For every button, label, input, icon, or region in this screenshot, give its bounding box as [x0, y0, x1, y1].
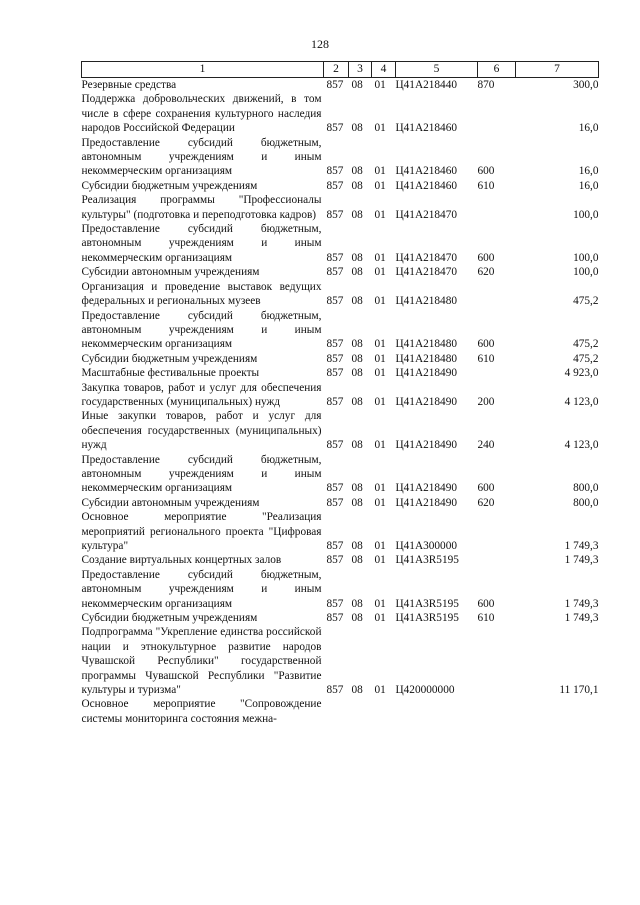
- row-target-article-cell: Ц41А218460: [395, 179, 458, 192]
- row-amount-cell: 1 749,3: [564, 554, 599, 567]
- table-row: [82, 193, 599, 222]
- table-row: [82, 136, 599, 179]
- row-name-cell: Масштабные фестивальные проекты: [81, 367, 260, 380]
- row-amount-cell: 1 749,3: [564, 612, 599, 625]
- row-section-cell: 08: [351, 79, 363, 91]
- row-gp-cell: 857: [326, 684, 344, 697]
- row-gp-cell: 857: [326, 122, 344, 135]
- row-name-cell: Основное мероприятие "Сопровождение системы мониторинга состояния межна-: [81, 698, 322, 725]
- row-gp-cell: 857: [326, 367, 344, 380]
- row-expense-type-cell: [478, 553, 516, 567]
- column-header: 3: [349, 62, 372, 78]
- row-section-cell: 08: [351, 122, 363, 135]
- row-amount-cell: 4 923,0: [564, 367, 599, 380]
- row-expense-type-cell: 600: [477, 251, 495, 264]
- row-expense-type-cell: 620: [477, 266, 495, 279]
- row-gp-cell: 857: [326, 266, 344, 279]
- table-row: [82, 611, 599, 625]
- row-name-cell: Организация и проведение выставок ведущих федеральных и региональных музеев: [81, 280, 322, 308]
- row-amount-cell: 475,2: [573, 338, 599, 351]
- row-section-cell: 08: [351, 266, 363, 279]
- table-row: [82, 568, 599, 611]
- row-target-article-cell: Ц41А3R5195: [395, 554, 459, 567]
- row-section-cell: 08: [351, 165, 363, 178]
- row-gp-cell: 857: [326, 251, 344, 264]
- row-gp-cell: 857: [326, 395, 344, 408]
- row-expense-type-cell: [478, 193, 516, 222]
- row-section-cell: 08: [351, 295, 363, 308]
- row-expense-type-cell: 600: [477, 165, 495, 178]
- table-row: [82, 78, 599, 93]
- row-name-cell: Субсидии автономным учреждениям: [81, 266, 260, 279]
- column-header: 1: [82, 62, 324, 78]
- row-amount-cell: 475,2: [573, 295, 599, 308]
- row-expense-type-cell: 610: [477, 179, 495, 192]
- row-expense-type-cell: [478, 366, 516, 380]
- row-subsection-cell: 01: [374, 439, 386, 452]
- row-target-article-cell: Ц41А218440: [395, 79, 458, 91]
- row-subsection-cell: 01: [374, 338, 386, 351]
- table-row: [82, 280, 599, 309]
- row-expense-type-cell: [478, 92, 516, 135]
- row-expense-type-cell: 600: [477, 597, 495, 610]
- row-section-cell: 08: [351, 179, 363, 192]
- row-target-article-cell: Ц41А218460: [395, 165, 458, 178]
- row-subsection-cell: 01: [374, 395, 386, 408]
- column-header: 2: [324, 62, 349, 78]
- row-name-cell: Закупка товаров, работ и услуг для обеспечения государственных (муниципальных) нужд: [81, 381, 322, 408]
- row-target-article-cell: Ц41А218490: [395, 367, 458, 380]
- row-subsection-cell: 01: [374, 612, 386, 625]
- row-name-cell: Резервные средства: [81, 79, 177, 91]
- row-name-cell: Основное мероприятие "Реализация мероприятий регионального проекта "Цифровая культура": [81, 511, 322, 552]
- row-amount-cell: 100,0: [573, 266, 599, 279]
- row-subsection-cell: 01: [374, 496, 386, 509]
- row-gp-cell: [324, 697, 349, 726]
- row-name-cell: Предоставление субсидий бюджетным, автономным учреждениям и иным некоммерческим организациям: [81, 223, 322, 264]
- row-target-article-cell: Ц41А3R5195: [395, 597, 459, 610]
- row-target-article-cell: Ц41А218470: [395, 266, 458, 279]
- row-section-cell: 08: [351, 251, 363, 264]
- row-expense-type-cell: 600: [477, 482, 495, 495]
- row-amount-cell: 16,0: [578, 122, 599, 135]
- row-section-cell: 08: [351, 395, 363, 408]
- row-subsection-cell: 01: [374, 352, 386, 365]
- row-target-article-cell: Ц41А3R5195: [395, 612, 459, 625]
- table-row: [82, 265, 599, 279]
- row-section-cell: 08: [351, 554, 363, 567]
- row-amount-cell: 16,0: [578, 179, 599, 192]
- row-expense-type-cell: 240: [477, 439, 495, 452]
- row-section-cell: 08: [351, 482, 363, 495]
- row-name-cell: Субсидии автономным учреждениям: [81, 496, 260, 509]
- row-section-cell: 08: [351, 496, 363, 509]
- row-target-article-cell: Ц41А218490: [395, 482, 458, 495]
- row-section-cell: 08: [351, 352, 363, 365]
- row-gp-cell: 857: [326, 79, 344, 91]
- row-name-cell: Субсидии бюджетным учреждениям: [81, 179, 258, 192]
- row-name-cell: Предоставление субсидий бюджетным, автономным учреждениям и иным некоммерческим организациям: [81, 309, 322, 351]
- row-gp-cell: 857: [326, 612, 344, 625]
- row-expense-type-cell: [478, 510, 516, 553]
- row-subsection-cell: 01: [374, 165, 386, 178]
- row-amount-cell: 800,0: [573, 482, 599, 495]
- column-header: 4: [372, 62, 396, 78]
- row-section-cell: 08: [351, 367, 363, 380]
- row-gp-cell: 857: [326, 540, 344, 552]
- table-row: [82, 309, 599, 352]
- row-target-article-cell: Ц41А218470: [395, 208, 458, 221]
- row-gp-cell: 857: [326, 352, 344, 365]
- row-subsection-cell: 01: [374, 482, 386, 495]
- row-gp-cell: 857: [326, 482, 344, 495]
- row-gp-cell: 857: [326, 179, 344, 192]
- row-gp-cell: 857: [326, 496, 344, 509]
- row-expense-type-cell: 610: [477, 612, 495, 625]
- table-row: [82, 366, 599, 380]
- row-expense-type-cell: 610: [477, 352, 495, 365]
- row-amount-cell: 1 749,3: [564, 597, 599, 610]
- table-body: [82, 78, 599, 727]
- row-name-cell: Реализация программы "Профессионалы культуры" (подготовка и переподготовка кадров): [81, 194, 322, 221]
- page-number: 128: [311, 37, 329, 51]
- table-row: [82, 510, 599, 553]
- row-amount-cell: 11 170,1: [559, 684, 599, 697]
- row-subsection-cell: 01: [374, 122, 386, 135]
- table-row: [82, 222, 599, 265]
- row-target-article-cell: Ц41А300000: [395, 540, 458, 552]
- row-amount-cell: 475,2: [573, 352, 599, 365]
- row-gp-cell: 857: [326, 554, 344, 567]
- row-gp-cell: 857: [326, 295, 344, 308]
- table-row: [82, 92, 599, 135]
- row-amount-cell: 4 123,0: [564, 395, 599, 408]
- row-expense-type-cell: [478, 625, 516, 697]
- row-target-article-cell: Ц41А218480: [395, 338, 458, 351]
- row-subsection-cell: 01: [374, 554, 386, 567]
- row-subsection-cell: 01: [374, 540, 386, 552]
- row-target-article-cell: Ц41А218460: [395, 122, 458, 135]
- row-name-cell: Предоставление субсидий бюджетным, автономным учреждениям и иным некоммерческим организациям: [81, 136, 322, 178]
- row-section-cell: [349, 697, 372, 726]
- row-target-article-cell: [396, 697, 478, 726]
- row-amount-cell: 100,0: [573, 251, 599, 264]
- row-section-cell: 08: [351, 684, 363, 697]
- row-name-cell: Субсидии бюджетным учреждениям: [81, 612, 258, 625]
- row-subsection-cell: 01: [374, 251, 386, 264]
- row-expense-type-cell: [478, 697, 516, 726]
- budget-table: [81, 61, 599, 726]
- table-header-row: [82, 62, 599, 78]
- row-target-article-cell: Ц41А218480: [395, 295, 458, 308]
- table-row: [82, 352, 599, 366]
- row-expense-type-cell: 870: [477, 79, 495, 91]
- row-name-cell: Подпрограмма "Укрепление единства российской нации и этнокультурное развитие народов Чувашской Республики" государственной программы Чувашской Республики "Развитие культуры и туризма": [81, 626, 322, 697]
- row-amount-cell: 1 749,3: [564, 540, 599, 552]
- table-row: [82, 409, 599, 452]
- row-section-cell: 08: [351, 439, 363, 452]
- row-subsection-cell: 01: [374, 597, 386, 610]
- row-amount-cell: 4 123,0: [564, 439, 599, 452]
- table-row: [82, 553, 599, 567]
- row-subsection-cell: 01: [374, 295, 386, 308]
- table-row: [82, 453, 599, 496]
- row-subsection-cell: 01: [374, 79, 386, 91]
- row-amount-cell: 16,0: [578, 165, 599, 178]
- row-gp-cell: 857: [326, 338, 344, 351]
- row-expense-type-cell: 200: [477, 395, 495, 408]
- row-name-cell: Предоставление субсидий бюджетным, автономным учреждениям и иным некоммерческим организациям: [81, 568, 322, 610]
- row-section-cell: 08: [351, 597, 363, 610]
- row-gp-cell: 857: [326, 165, 344, 178]
- row-target-article-cell: Ц41А218480: [395, 352, 458, 365]
- row-subsection-cell: 01: [374, 266, 386, 279]
- column-header: 6: [478, 62, 516, 78]
- row-expense-type-cell: [478, 280, 516, 309]
- row-target-article-cell: Ц41А218490: [395, 496, 458, 509]
- table-row: [82, 625, 599, 697]
- row-section-cell: 08: [351, 338, 363, 351]
- row-amount-cell: 800,0: [573, 496, 599, 509]
- row-target-article-cell: Ц41А218490: [395, 395, 458, 408]
- column-header: 5: [396, 62, 478, 78]
- row-gp-cell: 857: [326, 208, 344, 221]
- row-gp-cell: 857: [326, 597, 344, 610]
- row-subsection-cell: [372, 697, 396, 726]
- row-name-cell: Создание виртуальных концертных залов: [81, 554, 282, 567]
- row-expense-type-cell: 600: [477, 338, 495, 351]
- row-subsection-cell: 01: [374, 208, 386, 221]
- row-amount-cell: [516, 697, 599, 726]
- row-expense-type-cell: 620: [477, 496, 495, 509]
- row-target-article-cell: Ц420000000: [395, 684, 455, 697]
- row-target-article-cell: Ц41А218490: [395, 439, 458, 452]
- row-subsection-cell: 01: [374, 684, 386, 697]
- table-row: [82, 697, 599, 726]
- table-row: [82, 496, 599, 510]
- row-subsection-cell: 01: [374, 179, 386, 192]
- row-amount-cell: 100,0: [573, 208, 599, 221]
- row-section-cell: 08: [351, 612, 363, 625]
- row-name-cell: Субсидии бюджетным учреждениям: [81, 352, 258, 365]
- row-subsection-cell: 01: [374, 367, 386, 380]
- table-row: [82, 179, 599, 193]
- table-row: [82, 381, 599, 410]
- row-gp-cell: 857: [326, 439, 344, 452]
- row-target-article-cell: Ц41А218470: [395, 251, 458, 264]
- row-name-cell: Иные закупки товаров, работ и услуг для обеспечения государственных (муниципальных) нужд: [81, 410, 322, 452]
- row-name-cell: Поддержка добровольческих движений, в том числе в сфере сохранения культурного наследия народов Российской Федерации: [81, 93, 322, 135]
- row-section-cell: 08: [351, 208, 363, 221]
- row-section-cell: 08: [351, 540, 363, 552]
- row-name-cell: Предоставление субсидий бюджетным, автономным учреждениям и иным некоммерческим организациям: [81, 453, 322, 495]
- row-amount-cell: 300,0: [573, 79, 599, 91]
- column-header: 7: [516, 62, 599, 78]
